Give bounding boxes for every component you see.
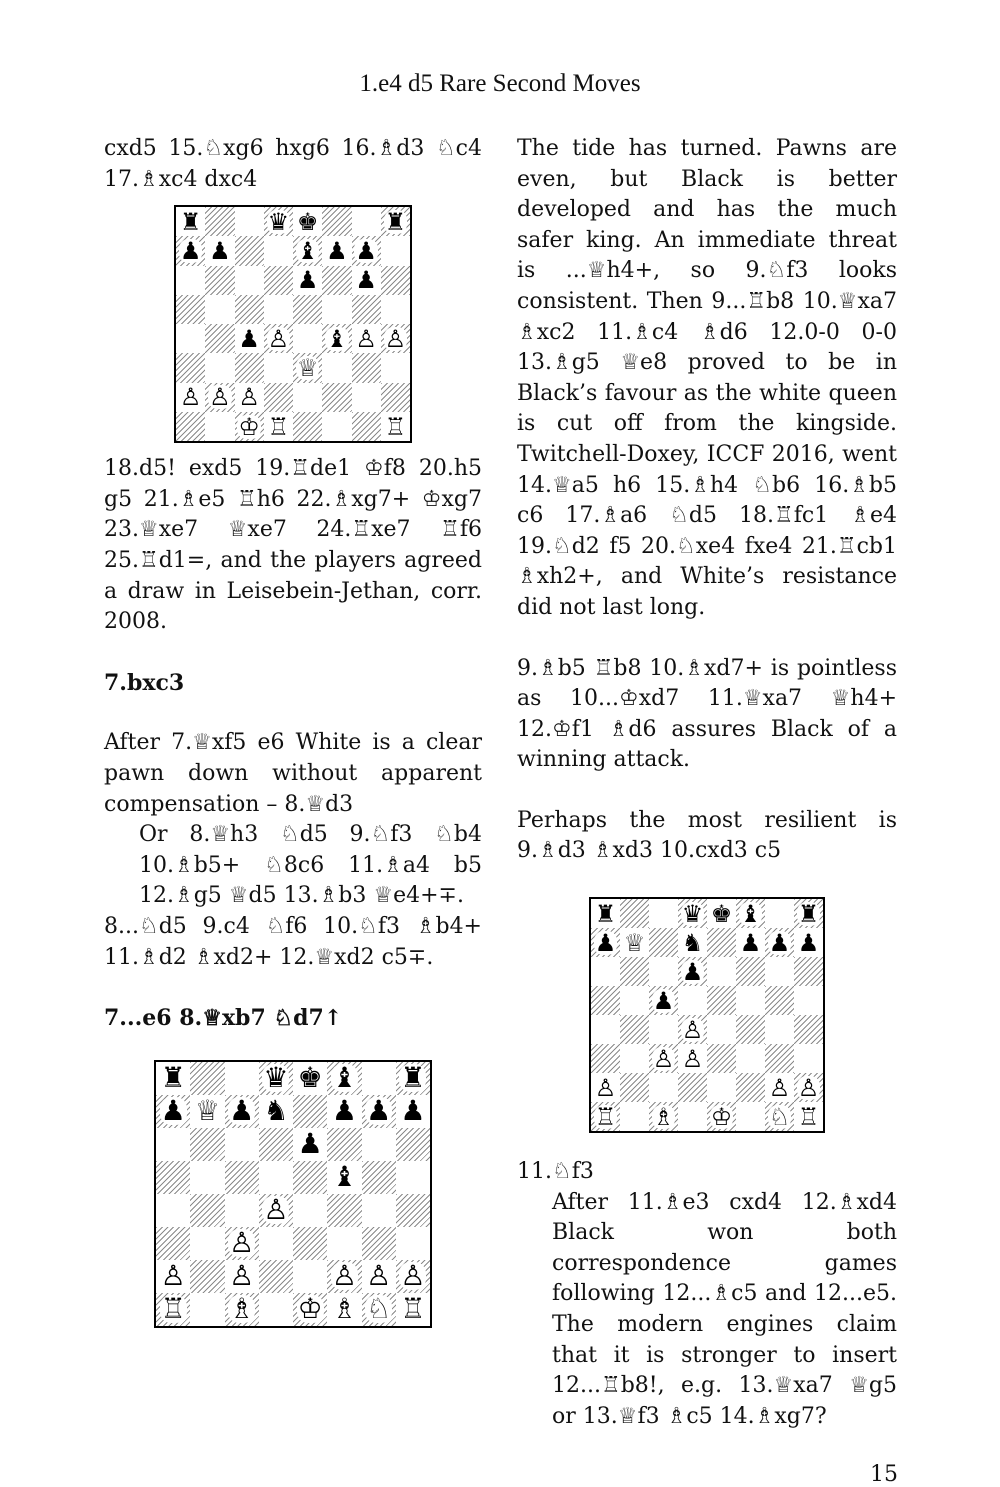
- board-square: [259, 1194, 293, 1227]
- board-square: [327, 1227, 361, 1260]
- board-square: [205, 383, 234, 412]
- board-square: [794, 986, 823, 1015]
- board-square: [235, 412, 264, 441]
- black-king-icon: ♚: [296, 207, 319, 236]
- board-square: [156, 1293, 190, 1326]
- board-square: [156, 1161, 190, 1194]
- board-square: [235, 383, 264, 412]
- board-square: [591, 1044, 620, 1073]
- move-line: 11.♘f3: [517, 1159, 594, 1185]
- board-square: [176, 412, 205, 441]
- chess-diagram-2: [154, 1060, 432, 1328]
- board-square: [259, 1161, 293, 1194]
- board-square: [293, 1095, 327, 1128]
- board-square: [176, 207, 205, 236]
- black-bishop-icon: ♝: [739, 899, 762, 928]
- board-square: [190, 1293, 224, 1326]
- white-pawn-icon: ♙: [384, 324, 407, 353]
- board-square: [765, 899, 794, 928]
- white-king-icon: ♔: [710, 1102, 733, 1131]
- board-square: [794, 1073, 823, 1102]
- paragraph: 8...♘d5 9.c4 ♘f6 10.♘f3 ♗b4+ 11.♗d2 ♗xd2+ 12.♕xd2 c5∓.: [104, 913, 482, 970]
- board-square: [794, 928, 823, 957]
- black-bishop-icon: ♝: [326, 324, 348, 353]
- board-square: [264, 266, 293, 295]
- board-square: [190, 1128, 224, 1161]
- white-knight-icon: ♘: [768, 1102, 791, 1131]
- black-king-icon: ♚: [297, 1061, 323, 1095]
- board-square: [264, 207, 293, 236]
- board-square: [156, 1095, 190, 1128]
- board-square: [225, 1161, 259, 1194]
- chess-diagram-1: [174, 205, 412, 443]
- black-pawn-icon: ♟: [355, 237, 377, 266]
- white-rook-icon: ♖: [797, 1102, 820, 1131]
- board-square: [235, 266, 264, 295]
- board-square: [322, 383, 351, 412]
- board-square: [794, 1102, 823, 1131]
- black-rook-icon: ♜: [797, 899, 820, 928]
- black-pawn-icon: ♟: [652, 986, 675, 1015]
- board-square: [707, 899, 736, 928]
- white-bishop-icon: ♗: [652, 1102, 675, 1131]
- board-square: [649, 1015, 678, 1044]
- board-square: [794, 957, 823, 986]
- board-square: [322, 236, 351, 265]
- board-square: [327, 1095, 361, 1128]
- white-pawn-icon: ♙: [331, 1259, 357, 1293]
- board-square: [259, 1128, 293, 1161]
- board-square: [765, 1015, 794, 1044]
- board-square: [736, 986, 765, 1015]
- white-rook-icon: ♖: [160, 1292, 186, 1326]
- board-square: [396, 1227, 430, 1260]
- board-square: [620, 986, 649, 1015]
- board-square: [205, 207, 234, 236]
- black-pawn-icon: ♟: [238, 324, 260, 353]
- white-pawn-icon: ♙: [797, 1073, 820, 1102]
- black-pawn-icon: ♟: [296, 266, 319, 295]
- board-square: [205, 353, 234, 382]
- paragraph: After 7.♕xf5 e6 White is a clear pawn down without apparent compensation – 8.♕d3: [104, 730, 482, 817]
- board-square: [327, 1128, 361, 1161]
- board-square: [293, 1227, 327, 1260]
- board-square: [678, 899, 707, 928]
- black-queen-icon: ♛: [263, 1061, 289, 1095]
- board-square: [293, 383, 322, 412]
- black-queen-icon: ♛: [681, 899, 704, 928]
- board-square: [176, 295, 205, 324]
- board-square: [156, 1260, 190, 1293]
- black-rook-icon: ♜: [400, 1061, 426, 1095]
- board-square: [352, 207, 381, 236]
- black-pawn-icon: ♟: [739, 928, 762, 957]
- black-rook-icon: ♜: [160, 1061, 186, 1095]
- board-square: [264, 412, 293, 441]
- white-queen-icon: ♕: [623, 928, 646, 957]
- board-square: [362, 1260, 396, 1293]
- board-square: [176, 324, 205, 353]
- board-square: [707, 957, 736, 986]
- board-square: [293, 236, 322, 265]
- board-square: [736, 957, 765, 986]
- white-rook-icon: ♖: [594, 1102, 617, 1131]
- board-square: [396, 1062, 430, 1095]
- board-square: [225, 1260, 259, 1293]
- board-square: [225, 1293, 259, 1326]
- white-rook-icon: ♖: [400, 1292, 426, 1326]
- board-square: [176, 236, 205, 265]
- paragraph: Perhaps the most resilient is 9.♗d3 ♗xd3 10.cxd3 c5: [517, 807, 897, 864]
- white-pawn-icon: ♙: [179, 383, 202, 412]
- black-bishop-icon: ♝: [296, 237, 319, 266]
- board-square: [190, 1062, 224, 1095]
- white-pawn-icon: ♙: [160, 1259, 186, 1293]
- board-square: [362, 1293, 396, 1326]
- board-square: [293, 1260, 327, 1293]
- board-square: [176, 383, 205, 412]
- black-rook-icon: ♜: [594, 899, 617, 928]
- black-rook-icon: ♜: [179, 207, 202, 236]
- move-heading: 7...e6 8.♕xb7 ♘d7↑: [104, 1005, 343, 1032]
- white-king-icon: ♔: [238, 412, 260, 441]
- board-square: [678, 957, 707, 986]
- board-square: [259, 1260, 293, 1293]
- white-pawn-icon: ♙: [681, 1015, 704, 1044]
- board-square: [259, 1095, 293, 1128]
- board-square: [176, 266, 205, 295]
- board-square: [396, 1293, 430, 1326]
- board-square: [259, 1293, 293, 1326]
- board-square: [352, 324, 381, 353]
- black-king-icon: ♚: [710, 899, 733, 928]
- board-square: [352, 266, 381, 295]
- board-square: [396, 1095, 430, 1128]
- white-pawn-icon: ♙: [652, 1044, 675, 1073]
- black-pawn-icon: ♟: [297, 1127, 323, 1161]
- board-square: [322, 412, 351, 441]
- board-square: [707, 928, 736, 957]
- black-pawn-icon: ♟: [160, 1094, 186, 1128]
- white-pawn-icon: ♙: [768, 1073, 791, 1102]
- board-square: [156, 1194, 190, 1227]
- board-square: [327, 1161, 361, 1194]
- board-square: [381, 383, 410, 412]
- white-rook-icon: ♖: [384, 412, 407, 441]
- board-square: [225, 1095, 259, 1128]
- board-square: [259, 1227, 293, 1260]
- board-square: [381, 295, 410, 324]
- board-square: [736, 899, 765, 928]
- board-square: [736, 1044, 765, 1073]
- chess-diagram-3: [589, 897, 825, 1133]
- left-column: [104, 134, 482, 1339]
- board-square: [707, 1015, 736, 1044]
- board-square: [293, 1161, 327, 1194]
- black-pawn-icon: ♟: [229, 1094, 255, 1128]
- board-square: [190, 1161, 224, 1194]
- board-square: [736, 1015, 765, 1044]
- board-square: [352, 383, 381, 412]
- board-square: [707, 1073, 736, 1102]
- board-square: [362, 1161, 396, 1194]
- board-square: [649, 1102, 678, 1131]
- board-square: [293, 1062, 327, 1095]
- page-number: 15: [870, 1462, 898, 1487]
- board-square: [620, 1073, 649, 1102]
- paragraph: cxd5 15.♘xg6 hxg6 16.♗d3 ♘c4 17.♗xc4 dxc4: [104, 136, 482, 192]
- board-square: [381, 353, 410, 382]
- board-square: [156, 1062, 190, 1095]
- board-square: [381, 324, 410, 353]
- chess-diagram-1-wrap: [104, 195, 482, 454]
- board-square: [794, 1044, 823, 1073]
- board-square: [259, 1062, 293, 1095]
- board-square: [225, 1062, 259, 1095]
- board-square: [620, 899, 649, 928]
- board-square: [190, 1194, 224, 1227]
- board-square: [225, 1194, 259, 1227]
- white-pawn-icon: ♙: [400, 1259, 426, 1293]
- white-queen-icon: ♕: [296, 354, 319, 383]
- board-square: [620, 1015, 649, 1044]
- board-square: [765, 1073, 794, 1102]
- board-square: [235, 207, 264, 236]
- board-square: [591, 899, 620, 928]
- board-square: [352, 412, 381, 441]
- board-square: [322, 324, 351, 353]
- board-square: [620, 1044, 649, 1073]
- board-square: [264, 324, 293, 353]
- board-square: [293, 207, 322, 236]
- board-square: [362, 1095, 396, 1128]
- board-square: [649, 928, 678, 957]
- board-square: [707, 1102, 736, 1131]
- black-queen-icon: ♛: [267, 207, 290, 236]
- white-bishop-icon: ♗: [331, 1292, 357, 1326]
- board-square: [678, 928, 707, 957]
- board-square: [649, 957, 678, 986]
- black-pawn-icon: ♟: [326, 237, 348, 266]
- board-square: [293, 412, 322, 441]
- black-pawn-icon: ♟: [331, 1094, 357, 1128]
- board-square: [322, 295, 351, 324]
- board-square: [620, 1102, 649, 1131]
- board-square: [362, 1128, 396, 1161]
- board-square: [293, 295, 322, 324]
- white-knight-icon: ♘: [366, 1292, 392, 1326]
- board-square: [293, 353, 322, 382]
- board-square: [396, 1161, 430, 1194]
- paragraph: 9.♗b5 ♖b8 10.♗xd7+ is pointless as 10...♔xd7 11.♕xa7 ♕h4+ 12.♔f1 ♗d6 assures Black of a winning attack.: [517, 655, 897, 773]
- board-square: [396, 1128, 430, 1161]
- board-square: [765, 957, 794, 986]
- paragraph: The tide has turned. Pawns are even, but Black is better developed and has the much safer king. An immediate threat is ...♕h4+, so 9.♘f3 looks consistent. Then 9...♖b8 10.♕xa7 ♗xc2 11.♗c4 ♗d6 12.0-0 0-0 13.♗g5 ♕e8 proved to be in Black’s favour as the white queen is cut off from the kingside. Twitchell-Doxey, ICCF 2016, went 14.♕a5 h6 15.♗h4 ♘b6 16.♗b5 c6 17.♗a6 ♘d5 18.♖fc1 ♗e4 19.♘d2 f5 20.♘xe4 fxe4 21.♖cb1 ♗xh2+, and White’s resistance did not last long.: [517, 136, 897, 620]
- board-square: [176, 353, 205, 382]
- white-pawn-icon: ♙: [355, 324, 377, 353]
- black-pawn-icon: ♟: [681, 957, 704, 986]
- board-square: [620, 957, 649, 986]
- white-pawn-icon: ♙: [209, 383, 231, 412]
- white-pawn-icon: ♙: [263, 1193, 289, 1227]
- board-square: [190, 1095, 224, 1128]
- board-square: [327, 1260, 361, 1293]
- board-square: [794, 1015, 823, 1044]
- board-square: [352, 353, 381, 382]
- board-square: [235, 295, 264, 324]
- board-square: [591, 1015, 620, 1044]
- running-header: 1.e4 d5 Rare Second Moves: [359, 70, 641, 97]
- black-pawn-icon: ♟: [400, 1094, 426, 1128]
- board-square: [765, 928, 794, 957]
- right-column: [517, 134, 897, 1432]
- board-square: [327, 1062, 361, 1095]
- board-square: [352, 295, 381, 324]
- board-square: [322, 353, 351, 382]
- board-square: [327, 1293, 361, 1326]
- board-square: [205, 412, 234, 441]
- white-king-icon: ♔: [297, 1292, 323, 1326]
- board-square: [591, 957, 620, 986]
- board-square: [736, 928, 765, 957]
- board-square: [362, 1062, 396, 1095]
- black-knight-icon: ♞: [681, 928, 704, 957]
- white-queen-icon: ♕: [194, 1094, 220, 1128]
- board-square: [235, 353, 264, 382]
- board-square: [591, 1102, 620, 1131]
- black-pawn-icon: ♟: [355, 266, 377, 295]
- board-square: [736, 1073, 765, 1102]
- board-square: [649, 986, 678, 1015]
- white-bishop-icon: ♗: [229, 1292, 255, 1326]
- board-square: [649, 1044, 678, 1073]
- board-square: [156, 1128, 190, 1161]
- board-square: [591, 928, 620, 957]
- black-rook-icon: ♜: [384, 207, 407, 236]
- white-pawn-icon: ♙: [229, 1259, 255, 1293]
- black-knight-icon: ♞: [263, 1094, 289, 1128]
- black-pawn-icon: ♟: [768, 928, 791, 957]
- board-square: [362, 1227, 396, 1260]
- board-square: [649, 1073, 678, 1102]
- board-square: [235, 324, 264, 353]
- board-square: [225, 1227, 259, 1260]
- board-square: [322, 207, 351, 236]
- board-square: [381, 266, 410, 295]
- board-square: [156, 1227, 190, 1260]
- black-pawn-icon: ♟: [179, 237, 202, 266]
- board-square: [190, 1227, 224, 1260]
- board-square: [264, 295, 293, 324]
- board-square: [322, 266, 351, 295]
- board-square: [362, 1194, 396, 1227]
- board-square: [678, 986, 707, 1015]
- paragraph: 18.d5! exd5 19.♖de1 ♔f8 20.h5 g5 21.♗e5 ♖h6 22.♗xg7+ ♔xg7 23.♕xe7 ♕xe7 24.♖xe7 ♖f6 25.♖d1=, and the players agreed a draw in Leisebein-Jethan, corr. 2008.: [104, 456, 482, 635]
- board-square: [591, 986, 620, 1015]
- board-square: [620, 928, 649, 957]
- board-square: [736, 1102, 765, 1131]
- board-square: [264, 236, 293, 265]
- black-pawn-icon: ♟: [797, 928, 820, 957]
- board-square: [707, 1044, 736, 1073]
- black-pawn-icon: ♟: [366, 1094, 392, 1128]
- board-square: [293, 266, 322, 295]
- board-square: [678, 1073, 707, 1102]
- board-square: [205, 295, 234, 324]
- black-pawn-icon: ♟: [594, 928, 617, 957]
- move-heading: 7.bxc3: [104, 669, 185, 696]
- indented-variation: Or 8.♕h3 ♘d5 9.♘f3 ♘b4 10.♗b5+ ♘8c6 11.♗a4 b5 12.♗g5 ♕d5 13.♗b3 ♕e4+∓.: [139, 822, 482, 909]
- board-square: [381, 412, 410, 441]
- board-square: [678, 1102, 707, 1131]
- board-square: [205, 324, 234, 353]
- board-square: [381, 207, 410, 236]
- board-square: [381, 236, 410, 265]
- board-square: [205, 266, 234, 295]
- board-square: [591, 1073, 620, 1102]
- board-square: [352, 236, 381, 265]
- white-pawn-icon: ♙: [366, 1259, 392, 1293]
- board-square: [264, 353, 293, 382]
- board-square: [293, 1293, 327, 1326]
- black-pawn-icon: ♟: [209, 237, 231, 266]
- board-square: [678, 1015, 707, 1044]
- white-pawn-icon: ♙: [681, 1044, 704, 1073]
- board-square: [327, 1194, 361, 1227]
- board-square: [190, 1260, 224, 1293]
- chess-diagram-3-wrap: [517, 867, 897, 1157]
- board-square: [794, 899, 823, 928]
- board-square: [765, 1044, 794, 1073]
- white-pawn-icon: ♙: [267, 324, 290, 353]
- board-square: [707, 986, 736, 1015]
- black-bishop-icon: ♝: [331, 1160, 357, 1194]
- board-square: [293, 324, 322, 353]
- board-square: [649, 899, 678, 928]
- board-square: [293, 1128, 327, 1161]
- board-square: [225, 1128, 259, 1161]
- chess-diagram-2-wrap: [104, 1034, 482, 1339]
- black-bishop-icon: ♝: [331, 1061, 357, 1095]
- white-rook-icon: ♖: [267, 412, 290, 441]
- indented-variation: After 11.♗e3 cxd4 12.♗xd4 Black won both correspondence games following 12...♗c5 and 12...e5. The modern engines claim that it is stronger to insert 12...♖b8!, e.g. 13.♕xa7 ♕g5 or 13.♕f3 ♗c5 14.♗xg7?: [552, 1189, 897, 1429]
- board-square: [293, 1194, 327, 1227]
- board-square: [264, 383, 293, 412]
- board-square: [396, 1260, 430, 1293]
- board-square: [765, 1102, 794, 1131]
- board-square: [765, 986, 794, 1015]
- board-square: [205, 236, 234, 265]
- white-pawn-icon: ♙: [594, 1073, 617, 1102]
- board-square: [678, 1044, 707, 1073]
- white-pawn-icon: ♙: [238, 383, 260, 412]
- board-square: [235, 236, 264, 265]
- board-square: [396, 1194, 430, 1227]
- white-pawn-icon: ♙: [229, 1226, 255, 1260]
